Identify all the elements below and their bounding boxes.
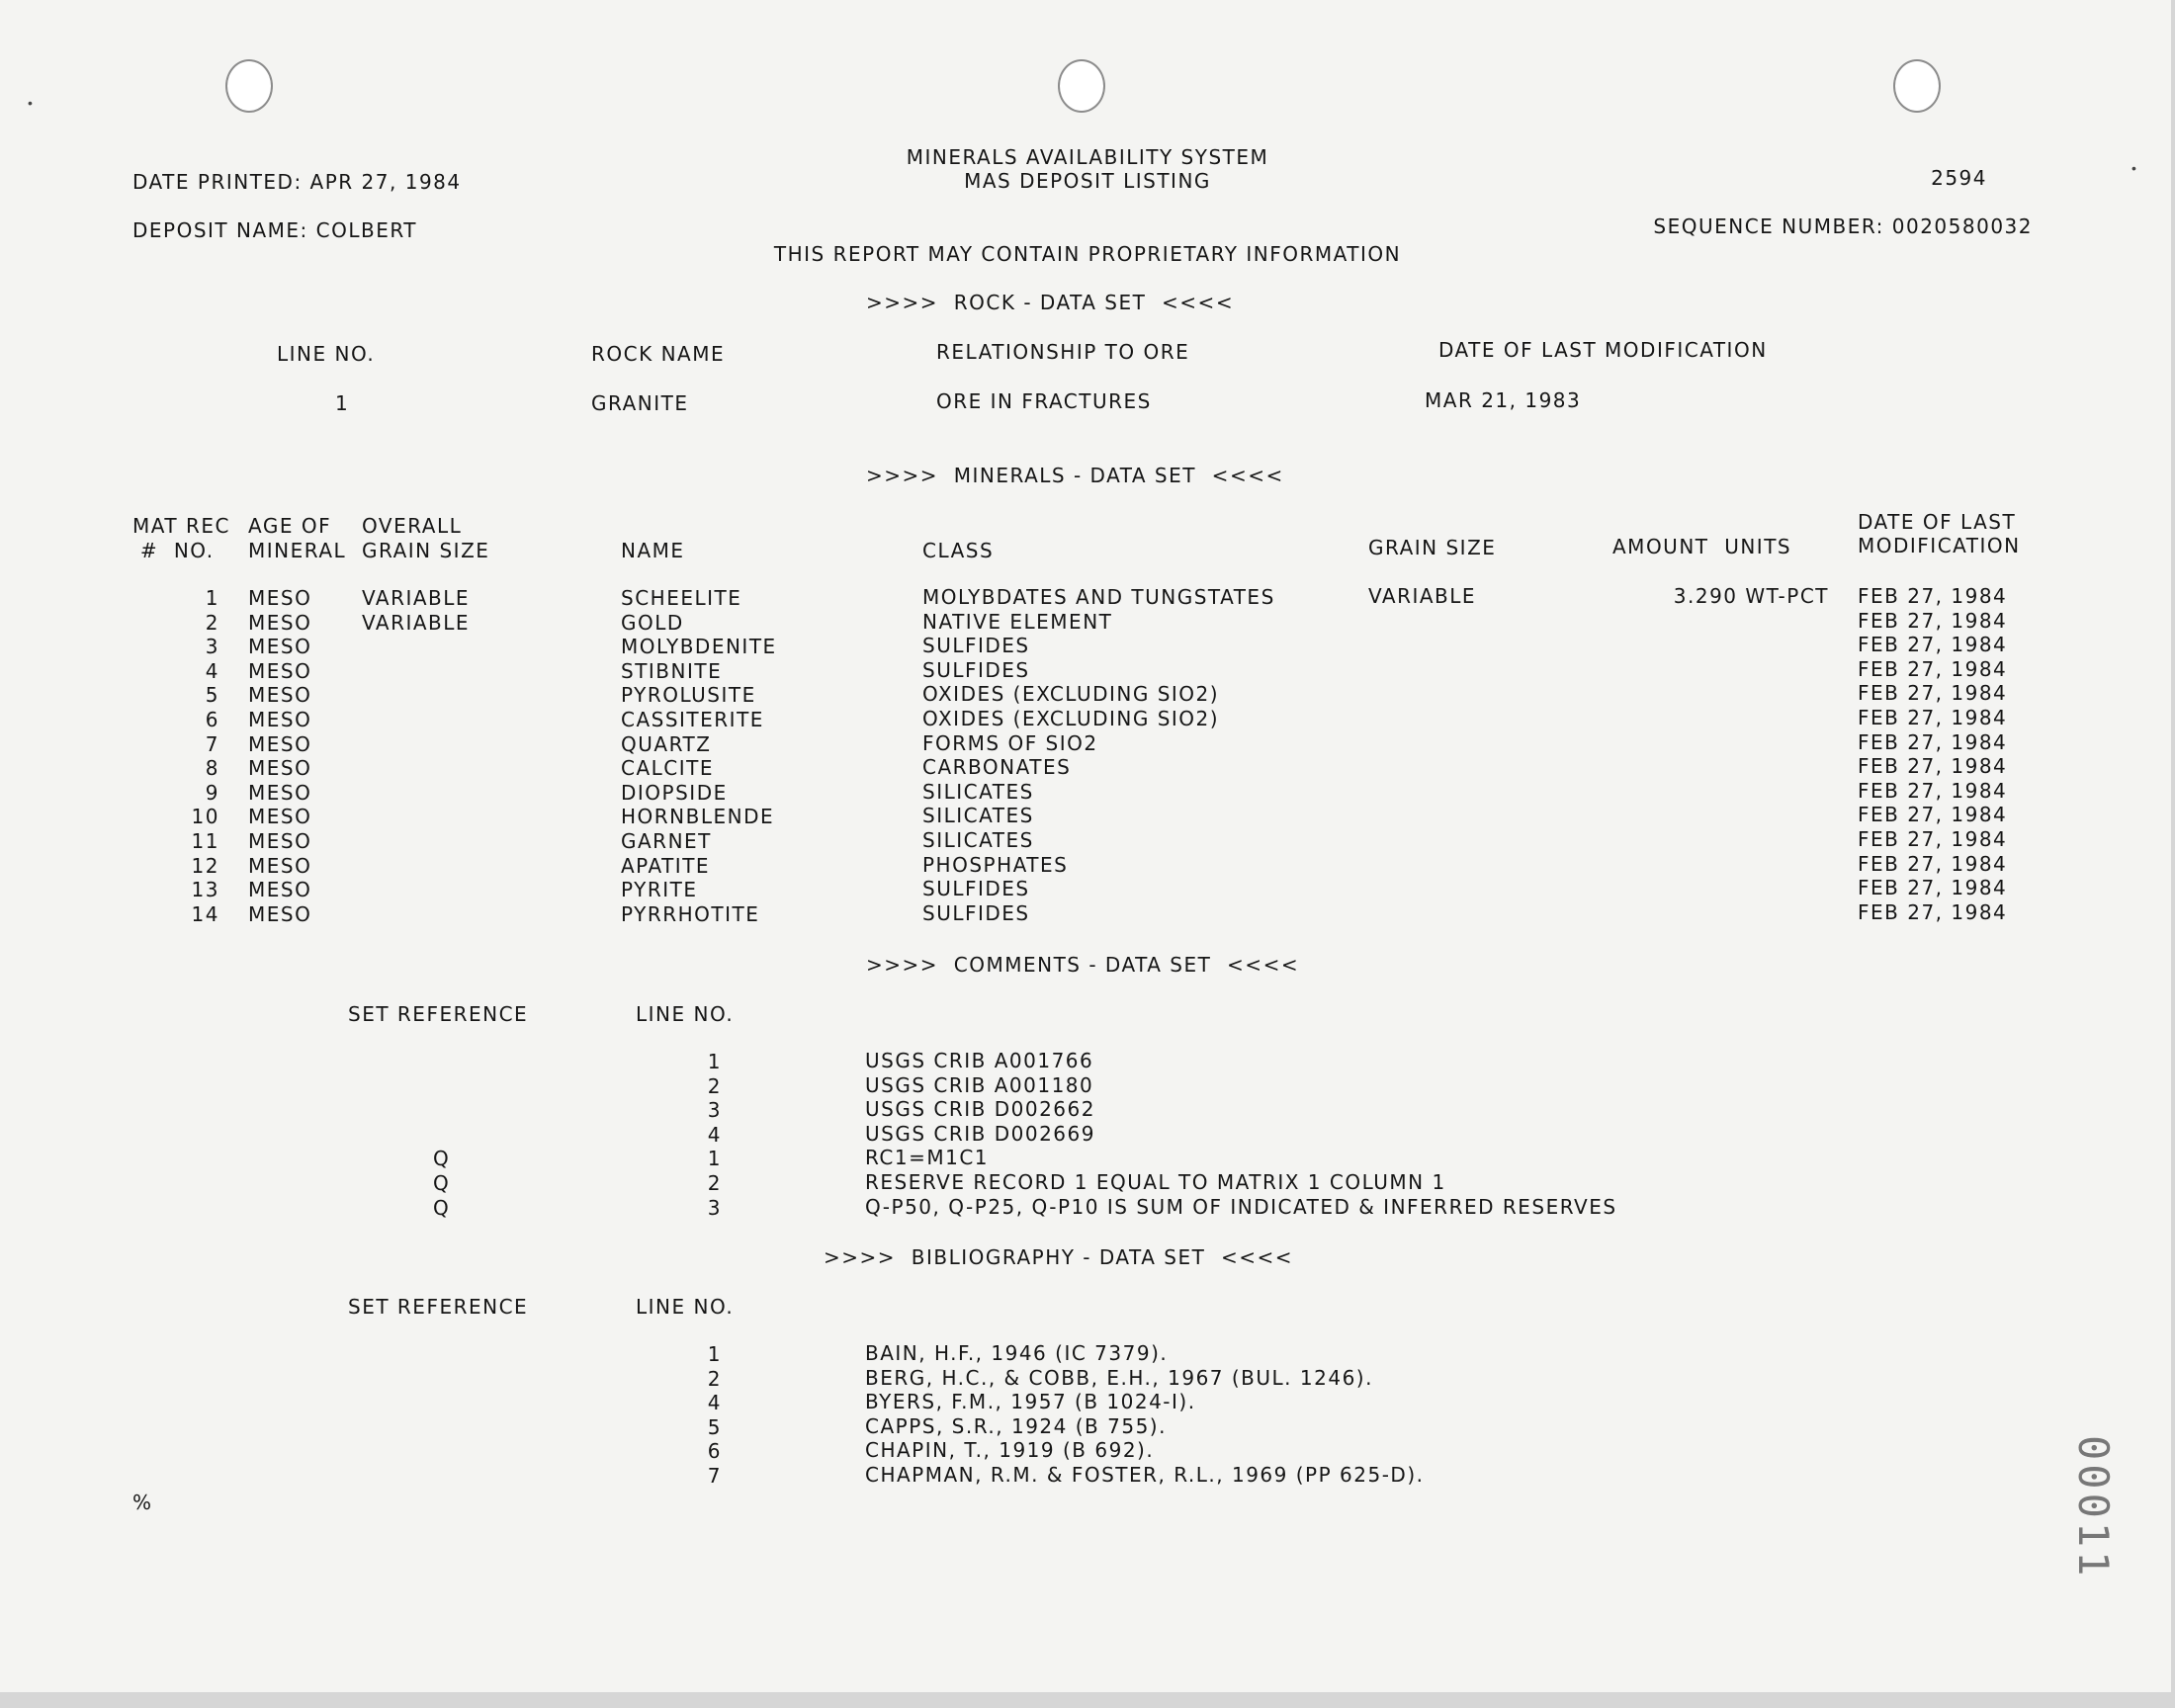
mineral-age: MESO	[248, 708, 312, 731]
rock-row-relationship: ORE IN FRACTURES	[936, 389, 1152, 413]
mineral-date: FEB 27, 1984	[1858, 584, 2008, 608]
mineral-age: MESO	[248, 635, 312, 658]
mineral-name: SCHEELITE	[621, 586, 742, 610]
system-title: MINERALS AVAILABILITY SYSTEM	[906, 145, 1269, 169]
mineral-rec-no: 4	[205, 659, 219, 683]
mineral-rec-no: 8	[205, 756, 219, 780]
mineral-age: MESO	[248, 878, 312, 901]
minerals-hdr-mat-rec-2: # NO.	[132, 539, 215, 562]
bibliography-section-heading: >>>> BIBLIOGRAPHY - DATA SET <<<<	[824, 1245, 1294, 1269]
mineral-date: FEB 27, 1984	[1858, 852, 2008, 876]
mineral-rec-no: 2	[205, 611, 219, 635]
mineral-rec-no: 13	[191, 878, 219, 901]
bibliography-entry: CAPPS, S.R., 1924 (B 755).	[865, 1414, 1167, 1438]
mineral-age: MESO	[248, 659, 312, 683]
mineral-age: MESO	[248, 902, 312, 926]
mineral-name: GARNET	[621, 829, 712, 853]
minerals-hdr-date-1: DATE OF LAST	[1858, 510, 2017, 534]
rock-row-rock-name: GRANITE	[591, 391, 689, 415]
mineral-name: MOLYBDENITE	[621, 635, 777, 658]
minerals-hdr-name: NAME	[621, 539, 685, 562]
bibliography-entry: BERG, H.C., & COBB, E.H., 1967 (BUL. 1246).	[865, 1366, 1373, 1390]
comment-line-no: 2	[707, 1171, 722, 1195]
listing-title: MAS DEPOSIT LISTING	[964, 169, 1211, 193]
date-printed: DATE PRINTED: APR 27, 1984	[132, 170, 462, 194]
bibliography-line-no: 6	[707, 1439, 722, 1463]
mineral-class: SULFIDES	[922, 658, 1030, 682]
mineral-age: MESO	[248, 586, 312, 610]
mineral-amount-units: 3.290 WT-PCT	[1673, 584, 1829, 608]
mineral-date: FEB 27, 1984	[1858, 876, 2008, 899]
minerals-hdr-overall-2: GRAIN SIZE	[362, 539, 490, 562]
comment-text: USGS CRIB D002662	[865, 1097, 1095, 1121]
minerals-section-heading: >>>> MINERALS - DATA SET <<<<	[866, 464, 1284, 487]
minerals-hdr-amount-units: AMOUNT UNITS	[1612, 535, 1792, 558]
mineral-name: PYROLUSITE	[621, 683, 756, 707]
rock-col-relationship: RELATIONSHIP TO ORE	[936, 340, 1190, 364]
side-stamp: 00011	[2069, 1435, 2118, 1580]
comment-set-reference: Q	[433, 1196, 451, 1220]
mineral-class: NATIVE ELEMENT	[922, 610, 1113, 634]
mineral-class: OXIDES (EXCLUDING SIO2)	[922, 707, 1220, 730]
minerals-hdr-age-2: MINERAL	[248, 539, 347, 562]
mineral-overall-grain-size: VARIABLE	[362, 586, 471, 610]
mineral-name: CASSITERITE	[621, 708, 764, 731]
mineral-class: MOLYBDATES AND TUNGSTATES	[922, 585, 1275, 609]
mineral-class: SULFIDES	[922, 634, 1030, 657]
comment-text: USGS CRIB A001180	[865, 1073, 1094, 1097]
mineral-date: FEB 27, 1984	[1858, 633, 2008, 656]
mineral-rec-no: 11	[191, 829, 219, 853]
bibliography-line-no: 7	[707, 1464, 722, 1488]
page-number: 2594	[1931, 166, 1987, 190]
mineral-date: FEB 27, 1984	[1858, 706, 2008, 729]
minerals-hdr-class: CLASS	[922, 539, 995, 562]
mineral-rec-no: 10	[191, 805, 219, 828]
mineral-class: SILICATES	[922, 804, 1034, 827]
mineral-rec-no: 5	[205, 683, 219, 707]
mineral-age: MESO	[248, 732, 312, 756]
rock-section-heading: >>>> ROCK - DATA SET <<<<	[866, 291, 1235, 314]
deposit-name: DEPOSIT NAME: COLBERT	[132, 218, 418, 242]
mineral-name: CALCITE	[621, 756, 715, 780]
mineral-date: FEB 27, 1984	[1858, 609, 2008, 633]
mineral-name: PYRITE	[621, 878, 698, 901]
mineral-name: HORNBLENDE	[621, 805, 775, 828]
rock-col-line-no: LINE NO.	[277, 342, 376, 366]
mineral-rec-no: 3	[205, 635, 219, 658]
mineral-age: MESO	[248, 756, 312, 780]
minerals-hdr-date-2: MODIFICATION	[1858, 534, 2021, 557]
mineral-rec-no: 14	[191, 902, 219, 926]
comment-line-no: 3	[707, 1098, 722, 1122]
bibliography-line-no: 1	[707, 1342, 722, 1366]
mineral-date: FEB 27, 1984	[1858, 657, 2008, 681]
punch-hole-center	[1058, 59, 1105, 113]
mineral-grain-size: VARIABLE	[1368, 584, 1477, 608]
mineral-class: SULFIDES	[922, 901, 1030, 925]
rock-col-date: DATE OF LAST MODIFICATION	[1438, 338, 1768, 362]
bibliography-col-line-no: LINE NO.	[636, 1295, 735, 1319]
mineral-date: FEB 27, 1984	[1858, 827, 2008, 851]
comment-text: RESERVE RECORD 1 EQUAL TO MATRIX 1 COLUMN 1	[865, 1170, 1446, 1194]
scan-speck: •	[2132, 160, 2136, 176]
mineral-overall-grain-size: VARIABLE	[362, 611, 471, 635]
bibliography-line-no: 4	[707, 1391, 722, 1414]
rock-col-rock-name: ROCK NAME	[591, 342, 726, 366]
bibliography-entry: BAIN, H.F., 1946 (IC 7379).	[865, 1341, 1169, 1365]
rock-row-date: MAR 21, 1983	[1425, 388, 1582, 412]
comment-text: USGS CRIB D002669	[865, 1122, 1095, 1146]
comment-set-reference: Q	[433, 1171, 451, 1195]
mineral-date: FEB 27, 1984	[1858, 803, 2008, 826]
bibliography-entry: CHAPMAN, R.M. & FOSTER, R.L., 1969 (PP 625-D).	[865, 1463, 1425, 1487]
mineral-date: FEB 27, 1984	[1858, 779, 2008, 803]
comment-line-no: 3	[707, 1196, 722, 1220]
mineral-class: OXIDES (EXCLUDING SIO2)	[922, 682, 1220, 706]
mineral-date: FEB 27, 1984	[1858, 900, 2008, 924]
comment-text: Q-P50, Q-P25, Q-P10 IS SUM OF INDICATED & INFERRED RESERVES	[865, 1195, 1617, 1219]
comments-section-heading: >>>> COMMENTS - DATA SET <<<<	[866, 953, 1300, 977]
scan-speck: •	[28, 95, 33, 111]
mineral-age: MESO	[248, 611, 312, 635]
footer-symbol: %	[132, 1491, 153, 1514]
mineral-class: SULFIDES	[922, 877, 1030, 900]
rock-row-line-no: 1	[335, 391, 350, 415]
mineral-name: STIBNITE	[621, 659, 723, 683]
minerals-hdr-age-1: AGE OF	[248, 514, 332, 538]
mineral-rec-no: 9	[205, 781, 219, 805]
bibliography-line-no: 2	[707, 1367, 722, 1391]
mineral-age: MESO	[248, 683, 312, 707]
mineral-date: FEB 27, 1984	[1858, 681, 2008, 705]
sequence-number: SEQUENCE NUMBER: 0020580032	[1653, 214, 2033, 238]
comment-line-no: 1	[707, 1147, 722, 1170]
mineral-class: FORMS OF SIO2	[922, 731, 1098, 755]
mineral-class: SILICATES	[922, 828, 1034, 852]
mineral-age: MESO	[248, 829, 312, 853]
punch-hole-left	[225, 59, 273, 113]
mineral-rec-no: 12	[191, 854, 219, 878]
comment-line-no: 2	[707, 1074, 722, 1098]
comment-line-no: 1	[707, 1050, 722, 1073]
comment-set-reference: Q	[433, 1147, 451, 1170]
minerals-hdr-overall-1: OVERALL	[362, 514, 463, 538]
comment-line-no: 4	[707, 1123, 722, 1147]
mineral-age: MESO	[248, 781, 312, 805]
proprietary-notice: THIS REPORT MAY CONTAIN PROPRIETARY INFORMATION	[773, 242, 1402, 266]
mineral-name: APATITE	[621, 854, 711, 878]
mineral-name: PYRRHOTITE	[621, 902, 760, 926]
mineral-class: SILICATES	[922, 780, 1034, 804]
bibliography-line-no: 5	[707, 1415, 722, 1439]
comment-text: USGS CRIB A001766	[865, 1049, 1094, 1072]
mineral-date: FEB 27, 1984	[1858, 754, 2008, 778]
bibliography-col-set-reference: SET REFERENCE	[348, 1295, 529, 1319]
mineral-rec-no: 1	[205, 586, 219, 610]
mineral-age: MESO	[248, 805, 312, 828]
punch-hole-right	[1893, 59, 1941, 113]
mineral-name: GOLD	[621, 611, 684, 635]
mineral-rec-no: 7	[205, 732, 219, 756]
mineral-class: CARBONATES	[922, 755, 1072, 779]
mineral-name: QUARTZ	[621, 732, 712, 756]
mineral-name: DIOPSIDE	[621, 781, 728, 805]
mineral-rec-no: 6	[205, 708, 219, 731]
bibliography-entry: CHAPIN, T., 1919 (B 692).	[865, 1438, 1155, 1462]
comments-col-set-reference: SET REFERENCE	[348, 1002, 529, 1026]
mineral-date: FEB 27, 1984	[1858, 730, 2008, 754]
mineral-class: PHOSPHATES	[922, 853, 1069, 877]
mineral-age: MESO	[248, 854, 312, 878]
comments-col-line-no: LINE NO.	[636, 1002, 735, 1026]
bibliography-entry: BYERS, F.M., 1957 (B 1024-I).	[865, 1390, 1196, 1413]
minerals-hdr-grain-size: GRAIN SIZE	[1368, 536, 1497, 559]
comment-text: RC1=M1C1	[865, 1146, 990, 1169]
minerals-hdr-mat-rec-1: MAT REC	[132, 514, 230, 538]
